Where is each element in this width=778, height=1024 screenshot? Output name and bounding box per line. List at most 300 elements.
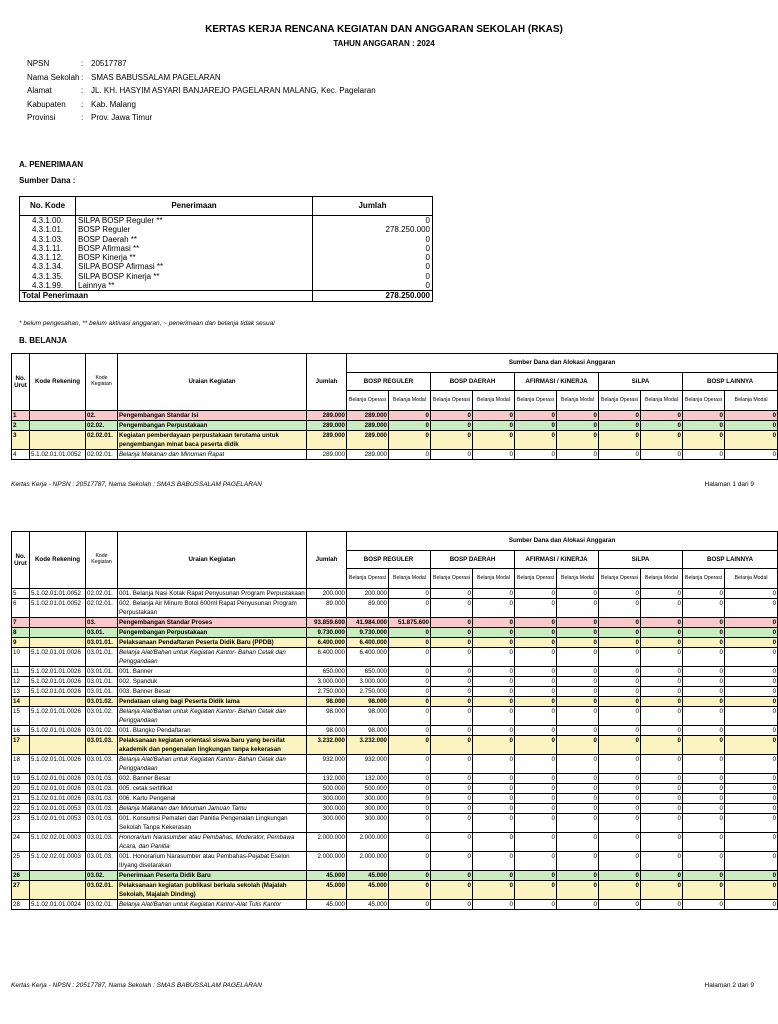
- alokasi-cell: 0: [473, 881, 515, 900]
- alokasi-cell: 0: [599, 677, 641, 687]
- alokasi-cell: 0: [599, 881, 641, 900]
- uraian-cell: Belanja Alat/Bahan untuk Kegiatan Kantor- Bahan Cetak dan Penggandaan: [118, 707, 307, 726]
- alokasi-cell: 0: [389, 411, 431, 421]
- alokasi-cell: 0: [473, 784, 515, 794]
- alokasi-cell: 0: [599, 450, 641, 460]
- header-belanja-modal: Belanja Modal: [641, 569, 683, 589]
- kode-rekening-cell: 5.1.02.01.01.0026: [30, 648, 86, 667]
- jumlah-cell: 0: [313, 281, 433, 291]
- header-belanja-modal: Belanja Modal: [473, 391, 515, 411]
- alokasi-cell: 0: [431, 648, 473, 667]
- alokasi-cell: 0: [725, 794, 778, 804]
- alokasi-cell: 0: [431, 628, 473, 638]
- alokasi-cell: 0: [599, 599, 641, 618]
- alokasi-cell: 0: [725, 667, 778, 677]
- alokasi-cell: 0: [641, 628, 683, 638]
- alokasi-cell: 0: [389, 852, 431, 871]
- alokasi-cell: 0: [557, 628, 599, 638]
- belanja-row: [12, 599, 778, 618]
- alokasi-cell: 0: [389, 833, 431, 852]
- alokasi-cell: 132.000: [347, 774, 389, 784]
- alokasi-cell: 0: [431, 707, 473, 726]
- uraian-cell: Honorarium Narasumber atau Pembahas, Moderator, Pembawa Acara, dan Panitia: [118, 833, 307, 852]
- alokasi-cell: 0: [473, 638, 515, 648]
- belanja-row: [12, 411, 778, 421]
- alokasi-cell: 0: [431, 667, 473, 677]
- alokasi-cell: 0: [683, 794, 725, 804]
- info-row: Provinsi : Prov. Jawa Timur: [27, 113, 153, 122]
- uraian-cell: Kegiatan pemberdayaan perpustakaan terutama untuk pengembangan minat baca peserta didik: [118, 431, 307, 450]
- alokasi-cell: 0: [473, 755, 515, 774]
- alokasi-cell: 0: [683, 599, 725, 618]
- alokasi-cell: 0: [641, 618, 683, 628]
- alokasi-cell: 0: [599, 814, 641, 833]
- alokasi-cell: 0: [683, 697, 725, 707]
- page-1: [0, 0, 777, 500]
- alokasi-cell: 0: [641, 589, 683, 599]
- alokasi-cell: 0: [515, 794, 557, 804]
- uraian-cell: Pelaksanaan kegiatan publikasi berkala sekolah (Majalah Sekolah, Majalah Dinding): [118, 881, 307, 900]
- kode-rekening-cell: 5.1.02.01.01.0026: [30, 707, 86, 726]
- alokasi-cell: 0: [515, 667, 557, 677]
- alokasi-cell: 0: [641, 794, 683, 804]
- alokasi-cell: 0: [557, 852, 599, 871]
- alokasi-cell: 0: [389, 804, 431, 814]
- alokasi-cell: 0: [389, 450, 431, 460]
- header-belanja-modal: Belanja Modal: [725, 391, 778, 411]
- alokasi-cell: 0: [431, 421, 473, 431]
- penerimaan-name-cell: SILPA BOSP Afirmasi **: [76, 262, 313, 271]
- no-urut-cell: 2: [12, 421, 30, 431]
- alokasi-cell: 0: [515, 804, 557, 814]
- penerimaan-row: [20, 262, 433, 271]
- belanja-table-page-2: [11, 531, 778, 910]
- alokasi-cell: 0: [683, 431, 725, 450]
- alokasi-cell: 0: [473, 726, 515, 736]
- alokasi-cell: 0: [515, 687, 557, 697]
- uraian-cell: Pengembangan Standar Proses: [118, 618, 307, 628]
- jumlah-cell: 45.000: [307, 871, 347, 881]
- penerimaan-row: [20, 216, 433, 226]
- header-sumber-dana: Sumber Dana dan Alokasi Anggaran: [347, 354, 778, 373]
- belanja-row: [12, 628, 778, 638]
- alokasi-cell: 0: [473, 794, 515, 804]
- alokasi-cell: 0: [515, 755, 557, 774]
- alokasi-cell: 300.000: [347, 814, 389, 833]
- kode-cell: 4.3.1.12.: [20, 253, 76, 262]
- alokasi-cell: 41.984.000: [347, 618, 389, 628]
- belanja-row: [12, 833, 778, 852]
- kode-kegiatan-cell: 03.01.01.: [86, 677, 118, 687]
- alokasi-cell: 0: [557, 881, 599, 900]
- jumlah-cell: 289.000: [307, 411, 347, 421]
- alokasi-cell: 0: [725, 881, 778, 900]
- kode-rekening-cell: 5.1.02.01.01.0026: [30, 784, 86, 794]
- kode-kegiatan-cell: 03.01.03.: [86, 804, 118, 814]
- alokasi-cell: 0: [557, 421, 599, 431]
- no-urut-cell: 14: [12, 697, 30, 707]
- penerimaan-name-cell: SILPA BOSP Reguler **: [76, 216, 313, 226]
- jumlah-cell: 89.000: [307, 599, 347, 618]
- alokasi-cell: 0: [557, 707, 599, 726]
- kode-kegiatan-cell: 02.02.: [86, 421, 118, 431]
- no-urut-cell: 20: [12, 784, 30, 794]
- alokasi-cell: 0: [683, 736, 725, 755]
- alokasi-cell: 0: [515, 648, 557, 667]
- alokasi-cell: 3.000.000: [347, 677, 389, 687]
- alokasi-cell: 0: [557, 677, 599, 687]
- alokasi-cell: 0: [473, 900, 515, 910]
- penerimaan-name-cell: BOSP Daerah **: [76, 235, 313, 244]
- header-no-kode: No. Kode: [20, 197, 76, 216]
- alokasi-cell: 0: [725, 900, 778, 910]
- kode-cell: 4.3.1.34.: [20, 262, 76, 271]
- kode-rekening-cell: 5.1.02.02.01.0003: [30, 833, 86, 852]
- alokasi-cell: 0: [557, 450, 599, 460]
- document-subtitle: TAHUN ANGGARAN : 2024: [333, 39, 435, 48]
- alokasi-cell: 0: [683, 784, 725, 794]
- alokasi-cell: 0: [683, 726, 725, 736]
- header-group: BOSP LAINNYA: [683, 551, 778, 569]
- kode-rekening-cell: 5.1.02.01.01.0026: [30, 774, 86, 784]
- kode-kegiatan-cell: 03.02.01.: [86, 900, 118, 910]
- alokasi-cell: 0: [515, 852, 557, 871]
- uraian-cell: Belanja Makanan dan Minuman Rapat: [118, 450, 307, 460]
- belanja-table-page-1: [11, 353, 778, 460]
- jumlah-cell: 98.000: [307, 707, 347, 726]
- header-kode-rekening: Kode Rekening: [30, 354, 86, 411]
- alokasi-cell: 0: [599, 687, 641, 697]
- alokasi-cell: 0: [557, 697, 599, 707]
- uraian-cell: Pelaksanaan kegiatan orientasi siswa baru yang bersifat akademik dan pengenalan lingkungan tanpa kekerasan: [118, 736, 307, 755]
- alokasi-cell: 0: [515, 900, 557, 910]
- alokasi-cell: 0: [725, 736, 778, 755]
- uraian-cell: 001. Honorarium Narasumber atau Pembahas-Pejabat Eselon II/yang disetarakan: [118, 852, 307, 871]
- info-row: Nama Sekolah : SMAS BABUSSALAM PAGELARAN: [27, 72, 221, 82]
- alokasi-cell: 0: [641, 736, 683, 755]
- alokasi-cell: 0: [725, 638, 778, 648]
- alokasi-cell: 0: [725, 774, 778, 784]
- kode-rekening-cell: 5.1.02.01.01.0053: [30, 804, 86, 814]
- uraian-cell: 001. Belanja Nasi Kotak Rapat Penyusunan Program Perpustakaan: [119, 590, 305, 597]
- alokasi-cell: 0: [389, 421, 431, 431]
- alokasi-cell: 51.875.600: [389, 618, 431, 628]
- alokasi-cell: 0: [515, 736, 557, 755]
- no-urut-cell: 24: [12, 833, 30, 852]
- alokasi-cell: 0: [473, 411, 515, 421]
- alokasi-cell: 6.400.000: [347, 638, 389, 648]
- alokasi-cell: 0: [683, 871, 725, 881]
- alokasi-cell: 89.000: [347, 599, 389, 618]
- no-urut-cell: 21: [12, 794, 30, 804]
- belanja-row: [12, 852, 778, 871]
- alokasi-cell: 0: [473, 774, 515, 784]
- alokasi-cell: 0: [599, 667, 641, 677]
- alokasi-cell: 0: [599, 421, 641, 431]
- penerimaan-row: [20, 253, 433, 262]
- alokasi-cell: 0: [473, 814, 515, 833]
- alokasi-cell: 0: [641, 431, 683, 450]
- penerimaan-name-cell: BOSP Kinerja **: [76, 253, 313, 262]
- jumlah-cell: 500.000: [307, 784, 347, 794]
- alokasi-cell: 0: [431, 677, 473, 687]
- alokasi-cell: 0: [431, 852, 473, 871]
- no-urut-cell: 11: [12, 667, 30, 677]
- jumlah-cell: 132.000: [307, 774, 347, 784]
- header-belanja-operasi: Belanja Operasi: [683, 391, 725, 411]
- alokasi-cell: 0: [599, 900, 641, 910]
- kode-rekening-cell: [30, 421, 86, 431]
- alokasi-cell: 0: [431, 736, 473, 755]
- alokasi-cell: 0: [557, 431, 599, 450]
- header-belanja-modal: Belanja Modal: [473, 569, 515, 589]
- alokasi-cell: 0: [389, 667, 431, 677]
- alokasi-cell: 0: [473, 599, 515, 618]
- alokasi-cell: 0: [389, 871, 431, 881]
- alokasi-cell: 289.000: [347, 450, 389, 460]
- kode-rekening-cell: 5.1.02.01.01.0052: [30, 599, 86, 618]
- alokasi-cell: 0: [431, 814, 473, 833]
- uraian-cell: 001. Blangko Pendaftaran: [118, 726, 307, 736]
- alokasi-cell: 0: [599, 736, 641, 755]
- alokasi-cell: 0: [683, 421, 725, 431]
- alokasi-cell: 0: [641, 648, 683, 667]
- section-belanja-title: B. BELANJA: [19, 336, 68, 345]
- kode-kegiatan-cell: 03.02.01.: [86, 881, 118, 900]
- total-value: 278.250.000: [313, 291, 433, 301]
- alokasi-cell: 0: [473, 871, 515, 881]
- footer-left: Kertas Kerja - NPSN : 20517787, Nama Sekolah : SMAS BABUSSALAM PAGELARAN: [11, 481, 262, 488]
- jumlah-cell: 45.000: [307, 881, 347, 900]
- no-urut-cell: 19: [12, 774, 30, 784]
- belanja-row: [12, 726, 778, 736]
- belanja-header-row: [12, 532, 778, 551]
- jumlah-cell: 9.730.000: [307, 628, 347, 638]
- alokasi-cell: 0: [389, 687, 431, 697]
- alokasi-cell: 0: [641, 677, 683, 687]
- no-urut-cell: 22: [12, 804, 30, 814]
- header-group: BOSP REGULER: [347, 373, 431, 391]
- alokasi-cell: 0: [641, 814, 683, 833]
- alokasi-cell: 0: [557, 599, 599, 618]
- uraian-cell: 002. Belanja Air Minum Botol 600ml Rapat Penyusunan Program Perpustakaan: [118, 599, 307, 618]
- alokasi-cell: 0: [515, 589, 557, 599]
- alokasi-cell: 0: [473, 450, 515, 460]
- penerimaan-name-cell: SILPA BOSP Kinerja **: [76, 272, 313, 281]
- kode-kegiatan-cell: 03.01.02.: [86, 707, 118, 726]
- uraian-cell: Pengembangan Perpustakaan: [118, 628, 307, 638]
- alokasi-cell: 0: [557, 618, 599, 628]
- alokasi-cell: 0: [725, 726, 778, 736]
- alokasi-cell: 0: [683, 833, 725, 852]
- alokasi-cell: 0: [515, 618, 557, 628]
- alokasi-cell: 0: [683, 667, 725, 677]
- belanja-row: [12, 618, 778, 628]
- uraian-cell: Penerimaan Peserta Didik Baru: [118, 871, 307, 881]
- jumlah-cell: 6.400.000: [307, 638, 347, 648]
- no-urut-cell: 18: [12, 755, 30, 774]
- alokasi-cell: 0: [557, 667, 599, 677]
- kode-kegiatan-cell: 03.01.03.: [86, 852, 118, 871]
- alokasi-cell: 0: [599, 852, 641, 871]
- alokasi-cell: 0: [389, 628, 431, 638]
- alokasi-cell: 0: [725, 648, 778, 667]
- uraian-cell: 001. Konsumsi Pemateri dan Panitia Pengenalan Lingkungan Sekolah Tanpa Kekerasan: [118, 814, 307, 833]
- jumlah-cell: 278.250.000: [313, 225, 433, 234]
- alokasi-cell: 0: [599, 628, 641, 638]
- penerimaan-row: [20, 272, 433, 281]
- kode-rekening-cell: 5.1.02.01.01.0026: [30, 726, 86, 736]
- alokasi-cell: 0: [683, 707, 725, 726]
- jumlah-cell: 0: [313, 244, 433, 253]
- alokasi-cell: 0: [473, 677, 515, 687]
- alokasi-cell: 2.000.000: [347, 833, 389, 852]
- alokasi-cell: 0: [725, 677, 778, 687]
- alokasi-cell: 0: [473, 697, 515, 707]
- jumlah-cell: 300.000: [307, 804, 347, 814]
- kode-kegiatan-cell: 03.01.03.: [86, 794, 118, 804]
- uraian-cell: Pengembangan Standar Isi: [118, 411, 307, 421]
- alokasi-cell: 0: [599, 784, 641, 794]
- alokasi-cell: 0: [515, 833, 557, 852]
- no-urut-cell: 15: [12, 707, 30, 726]
- header-no-urut: No. Urut: [12, 354, 30, 411]
- kode-rekening-cell: [30, 697, 86, 707]
- alokasi-cell: 0: [683, 852, 725, 871]
- header-group: AFIRMASI / KINERJA: [515, 551, 599, 569]
- alokasi-cell: 0: [431, 774, 473, 784]
- alokasi-cell: 0: [557, 900, 599, 910]
- header-belanja-operasi: Belanja Operasi: [347, 391, 389, 411]
- no-urut-cell: 10: [12, 648, 30, 667]
- jumlah-cell: 0: [313, 272, 433, 281]
- header-belanja-modal: Belanja Modal: [389, 391, 431, 411]
- uraian-cell: 002. Banner Besar: [118, 774, 307, 784]
- alokasi-cell: 0: [515, 707, 557, 726]
- alokasi-cell: 0: [725, 411, 778, 421]
- kode-rekening-cell: [30, 411, 86, 421]
- alokasi-cell: 0: [641, 638, 683, 648]
- kode-kegiatan-cell: 02.: [86, 411, 118, 421]
- uraian-cell: Belanja Alat/Bahan untuk Kegiatan Kantor- Bahan Cetak dan Penggandaan: [118, 755, 307, 774]
- alokasi-cell: 0: [725, 755, 778, 774]
- alokasi-cell: 0: [725, 784, 778, 794]
- belanja-row: [12, 431, 778, 450]
- kode-kegiatan-cell: 03.: [86, 618, 118, 628]
- alokasi-cell: 0: [431, 784, 473, 794]
- alokasi-cell: 0: [389, 697, 431, 707]
- uraian-cell: 002. Spanduk: [118, 677, 307, 687]
- no-urut-cell: 1: [12, 411, 30, 421]
- no-urut-cell: 7: [12, 618, 30, 628]
- header-group: SiLPA: [599, 551, 683, 569]
- alokasi-cell: 0: [641, 833, 683, 852]
- alokasi-cell: 0: [557, 638, 599, 648]
- header-jumlah: Jumlah: [307, 354, 347, 411]
- info-row: Kabupaten : Kab. Malang: [27, 99, 136, 109]
- alokasi-cell: 0: [389, 677, 431, 687]
- alokasi-cell: 0: [515, 431, 557, 450]
- uraian-cell: Belanja Alat/Bahan untuk Kegiatan Kantor-Alat Tulis Kantor: [118, 900, 307, 910]
- alokasi-cell: 6.400.000: [347, 648, 389, 667]
- kode-rekening-cell: 5.1.02.02.01.0003: [30, 852, 86, 871]
- alokasi-cell: 0: [683, 804, 725, 814]
- belanja-row: [12, 421, 778, 431]
- no-urut-cell: 26: [12, 871, 30, 881]
- penerimaan-row: [20, 235, 433, 244]
- no-urut-cell: 4: [12, 450, 30, 460]
- jumlah-cell: 6.400.000: [307, 648, 347, 667]
- alokasi-cell: 0: [431, 687, 473, 697]
- alokasi-cell: 0: [641, 421, 683, 431]
- kode-kegiatan-cell: 03.01.02.: [86, 697, 118, 707]
- kode-kegiatan-cell: 03.01.01.: [86, 687, 118, 697]
- no-urut-cell: 3: [12, 431, 30, 450]
- kode-rekening-cell: 5.1.02.01.01.0026: [30, 687, 86, 697]
- header-belanja-operasi: Belanja Operasi: [515, 391, 557, 411]
- alokasi-cell: 0: [431, 900, 473, 910]
- alokasi-cell: 0: [389, 774, 431, 784]
- header-belanja-operasi: Belanja Operasi: [599, 569, 641, 589]
- alokasi-cell: 0: [515, 726, 557, 736]
- alokasi-cell: 0: [389, 726, 431, 736]
- uraian-cell: Pelaksanaan Pendaftaran Peserta Didik Baru (PPDB): [118, 638, 307, 648]
- alokasi-cell: 0: [725, 833, 778, 852]
- alokasi-cell: 289.000: [347, 431, 389, 450]
- header-belanja-operasi: Belanja Operasi: [431, 569, 473, 589]
- total-label: Total Penerimaan: [20, 291, 313, 301]
- alokasi-cell: 0: [599, 697, 641, 707]
- header-kode-rekening: Kode Rekening: [30, 532, 86, 589]
- alokasi-cell: 0: [641, 667, 683, 677]
- alokasi-cell: 0: [599, 774, 641, 784]
- kode-rekening-cell: 5.1.02.01.01.0026: [30, 794, 86, 804]
- no-urut-cell: 16: [12, 726, 30, 736]
- alokasi-cell: 0: [557, 784, 599, 794]
- penerimaan-note: * belum pengesahan, ** belum aktivasi anggaran, ~ penerimaan dan belanja tidak sesuai: [19, 320, 275, 327]
- header-belanja-operasi: Belanja Operasi: [347, 569, 389, 589]
- alokasi-cell: 500.000: [347, 784, 389, 794]
- alokasi-cell: 0: [725, 871, 778, 881]
- no-urut-cell: 27: [12, 881, 30, 900]
- header-jumlah: Jumlah: [313, 197, 433, 216]
- alokasi-cell: 0: [641, 900, 683, 910]
- alokasi-cell: 0: [683, 687, 725, 697]
- alokasi-cell: 0: [473, 852, 515, 871]
- jumlah-cell: 0: [313, 262, 433, 271]
- alokasi-cell: 0: [641, 784, 683, 794]
- kode-rekening-cell: 5.1.02.01.01.0024: [30, 900, 86, 910]
- alokasi-cell: 0: [641, 774, 683, 784]
- alokasi-cell: 0: [599, 648, 641, 667]
- header-belanja-modal: Belanja Modal: [557, 391, 599, 411]
- alokasi-cell: 0: [389, 589, 431, 599]
- alokasi-cell: 0: [641, 450, 683, 460]
- jumlah-cell: 200.000: [307, 589, 347, 599]
- alokasi-cell: 0: [473, 833, 515, 852]
- kode-kegiatan-cell: 03.01.03.: [86, 774, 118, 784]
- header-belanja-modal: Belanja Modal: [725, 569, 778, 589]
- kode-rekening-cell: 5.1.02.01.01.0052: [30, 450, 86, 460]
- alokasi-cell: 0: [473, 687, 515, 697]
- info-row: NPSN : 20517787: [27, 59, 127, 68]
- penerimaan-header-row: [20, 197, 433, 216]
- kode-cell: 4.3.1.35.: [20, 272, 76, 281]
- header-uraian: Uraian Kegiatan: [118, 532, 307, 589]
- kode-rekening-cell: 5.1.02.01.01.0026: [30, 677, 86, 687]
- document-title: KERTAS KERJA RENCANA KEGIATAN DAN ANGGARAN SEKOLAH (RKAS): [205, 24, 563, 35]
- alokasi-cell: 0: [557, 794, 599, 804]
